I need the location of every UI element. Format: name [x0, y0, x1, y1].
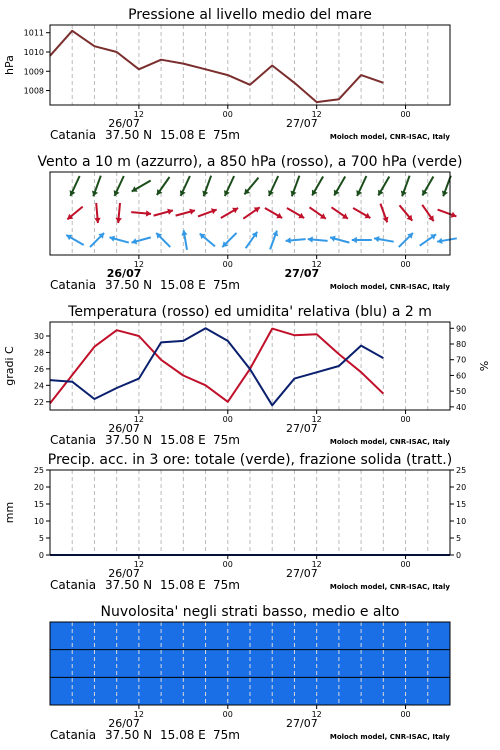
location-lon: 15.08 E: [160, 433, 206, 447]
day-label: 27/07: [286, 567, 318, 580]
y-axis-label: gradi C: [3, 346, 16, 386]
y-tick-label: 25: [33, 466, 44, 475]
wind-arrow-700hpa: [244, 178, 258, 195]
y-tick-label: 1009: [23, 67, 44, 77]
precipitation-panel: [3, 452, 466, 592]
temperature-series-line: [50, 329, 383, 404]
y-tick-label: 28: [33, 348, 44, 358]
location-name: Catania: [50, 128, 97, 142]
wind-arrow-700hpa: [132, 181, 151, 192]
time-tick-label: 00: [400, 260, 411, 269]
wind-arrow-850hpa: [287, 208, 304, 218]
location-elev: 75m: [213, 433, 240, 447]
wind-arrow-700hpa: [202, 176, 211, 197]
wind-arrow-850hpa: [243, 207, 259, 218]
time-tick-label: 00: [222, 110, 233, 119]
location-lat: 37.50 N: [105, 278, 153, 292]
location-lon: 15.08 E: [160, 128, 206, 142]
time-tick-label: 12: [311, 560, 322, 569]
y-tick-label-right: 80: [456, 340, 467, 349]
wind-arrow-10m: [181, 230, 187, 250]
location-lon: 15.08 E: [160, 578, 206, 592]
wind-arrow-10m: [270, 231, 278, 250]
wind-arrow-850hpa: [198, 208, 217, 216]
panel-title: Precip. acc. in 3 ore: totale (verde), frazione solida (tratt.): [47, 452, 453, 468]
location-elev: 75m: [213, 278, 240, 292]
location-lat: 37.50 N: [105, 728, 153, 742]
model-credit: Moloch model, CNR-ISAC, Italy: [329, 583, 450, 591]
wind-arrow-10m: [352, 237, 372, 243]
panel-title: Temperatura (rosso) ed umidita' relativa (blu) a 2 m: [68, 304, 432, 320]
day-label: 26/07: [108, 567, 140, 580]
y-tick-label-right: 90: [456, 324, 467, 334]
time-tick-label: 00: [222, 415, 233, 424]
y-tick-label-right: 40: [456, 402, 467, 412]
wind-arrow-850hpa: [131, 210, 151, 216]
model-credit: Moloch model, CNR-ISAC, Italy: [329, 438, 450, 446]
y-tick-label: 1011: [23, 28, 44, 38]
wind-arrow-700hpa: [334, 177, 345, 196]
model-credit: Moloch model, CNR-ISAC, Italy: [329, 733, 450, 741]
time-tick-label: 00: [400, 110, 411, 119]
time-tick-label: 12: [311, 415, 322, 424]
wind-arrow-850hpa: [176, 209, 195, 216]
wind-arrow-700hpa: [224, 176, 234, 196]
wind-arrow-10m: [437, 238, 457, 244]
location-lon: 15.08 E: [160, 278, 206, 292]
location-lon: 15.08 E: [160, 728, 206, 742]
time-tick-label: 12: [133, 260, 144, 269]
wind-arrow-10m: [110, 236, 129, 243]
time-tick-label: 00: [400, 415, 411, 424]
day-label: 26/07: [108, 422, 140, 435]
wind-arrow-850hpa: [353, 208, 370, 218]
day-label: 27/07: [286, 422, 318, 435]
panel-title: Nuvolosita' negli strati basso, medio e alto: [100, 604, 400, 620]
y-tick-label: 22: [33, 397, 44, 407]
wind-arrow-850hpa: [67, 207, 82, 220]
day-label: 26/07: [108, 117, 140, 130]
location-elev: 75m: [213, 728, 240, 742]
y-tick-label-right: 5: [456, 534, 462, 543]
wind-arrow-700hpa: [312, 177, 323, 196]
location-lat: 37.50 N: [105, 433, 153, 447]
time-tick-label: 00: [400, 560, 411, 569]
model-credit: Moloch model, CNR-ISAC, Italy: [329, 283, 450, 291]
wind-arrow-850hpa: [116, 203, 122, 223]
wind-arrow-850hpa: [310, 207, 326, 218]
pressure-panel: [3, 7, 450, 142]
cloud-panel: [50, 604, 450, 742]
wind-arrow-10m: [286, 237, 306, 243]
y-tick-label: 5: [38, 534, 44, 543]
time-tick-label: 00: [222, 260, 233, 269]
time-tick-label: 12: [311, 110, 322, 119]
temperature-humidity-panel: [3, 304, 491, 447]
y-axis-label: hPa: [3, 55, 16, 75]
y-axis-label-right: %: [478, 360, 491, 372]
plot-frame: [50, 25, 450, 105]
time-tick-label: 12: [311, 260, 322, 269]
wind-arrow-10m: [66, 235, 83, 245]
y-tick-label: 0: [38, 551, 44, 560]
panel-title: Pressione al livello medio del mare: [128, 7, 372, 23]
day-label: 27/07: [286, 717, 318, 730]
day-label: 27/07: [284, 267, 320, 280]
panel-title: Vento a 10 m (azzurro), a 850 hPa (rosso), a 700 hPa (verde): [37, 154, 463, 170]
y-tick-label-right: 70: [456, 355, 467, 365]
location-elev: 75m: [213, 578, 240, 592]
y-tick-label: 10: [33, 517, 44, 526]
y-tick-label: 24: [33, 381, 44, 391]
y-tick-label: 26: [33, 364, 44, 374]
y-tick-label-right: 50: [456, 387, 467, 397]
wind-arrow-850hpa: [265, 208, 282, 218]
y-tick-label-right: 15: [456, 500, 467, 509]
wind-arrow-10m: [132, 237, 151, 244]
time-tick-label: 12: [133, 560, 144, 569]
wind-panel: [37, 154, 462, 292]
wind-arrow-10m: [246, 232, 258, 248]
location-name: Catania: [50, 278, 97, 292]
y-tick-label-right: 0: [456, 551, 462, 560]
wind-arrow-850hpa: [221, 208, 238, 218]
location-name: Catania: [50, 433, 97, 447]
model-credit: Moloch model, CNR-ISAC, Italy: [329, 133, 450, 141]
wind-arrow-700hpa: [180, 176, 190, 196]
wind-arrow-10m: [222, 233, 236, 247]
y-tick-label: 15: [33, 500, 44, 509]
wind-arrow-10m: [308, 236, 328, 242]
wind-arrow-700hpa: [157, 177, 170, 195]
wind-arrow-700hpa: [291, 176, 300, 197]
wind-arrow-850hpa: [438, 210, 457, 218]
pressure-series-line: [50, 31, 383, 102]
y-tick-label: 20: [33, 483, 44, 492]
wind-arrow-10m: [200, 234, 215, 247]
wind-arrow-850hpa: [154, 209, 173, 216]
wind-arrow-850hpa: [380, 204, 388, 223]
y-tick-label-right: 20: [456, 483, 467, 492]
time-tick-label: 00: [400, 710, 411, 719]
y-tick-label-right: 60: [456, 371, 467, 381]
wind-arrow-10m: [374, 236, 394, 242]
wind-arrow-700hpa: [401, 176, 410, 197]
time-tick-label: 12: [133, 415, 144, 424]
y-tick-label-right: 25: [456, 466, 467, 475]
wind-arrow-700hpa: [92, 176, 101, 197]
time-tick-label: 12: [133, 710, 144, 719]
y-tick-label-right: 10: [456, 517, 467, 526]
day-label: 26/07: [106, 267, 142, 280]
time-tick-label: 12: [311, 710, 322, 719]
wind-arrow-700hpa: [70, 176, 80, 196]
wind-arrow-10m: [90, 233, 104, 247]
time-tick-label: 00: [222, 710, 233, 719]
location-lat: 37.50 N: [105, 128, 153, 142]
location-name: Catania: [50, 728, 97, 742]
y-tick-label: 1010: [23, 47, 44, 57]
location-elev: 75m: [213, 128, 240, 142]
wind-arrow-700hpa: [268, 176, 278, 196]
wind-arrow-700hpa: [442, 176, 451, 197]
time-tick-label: 12: [133, 110, 144, 119]
time-tick-label: 00: [222, 560, 233, 569]
location-lat: 37.50 N: [105, 578, 153, 592]
wind-arrow-700hpa: [114, 176, 124, 196]
location-name: Catania: [50, 578, 97, 592]
wind-arrow-10m: [156, 233, 170, 247]
wind-arrow-850hpa: [94, 203, 100, 223]
y-tick-label: 1008: [23, 86, 44, 96]
day-label: 27/07: [286, 117, 318, 130]
y-axis-label: mm: [3, 501, 16, 524]
y-tick-label: 30: [33, 331, 44, 341]
wind-arrow-850hpa: [332, 207, 348, 218]
day-label: 26/07: [108, 717, 140, 730]
wind-arrow-10m: [330, 236, 349, 243]
